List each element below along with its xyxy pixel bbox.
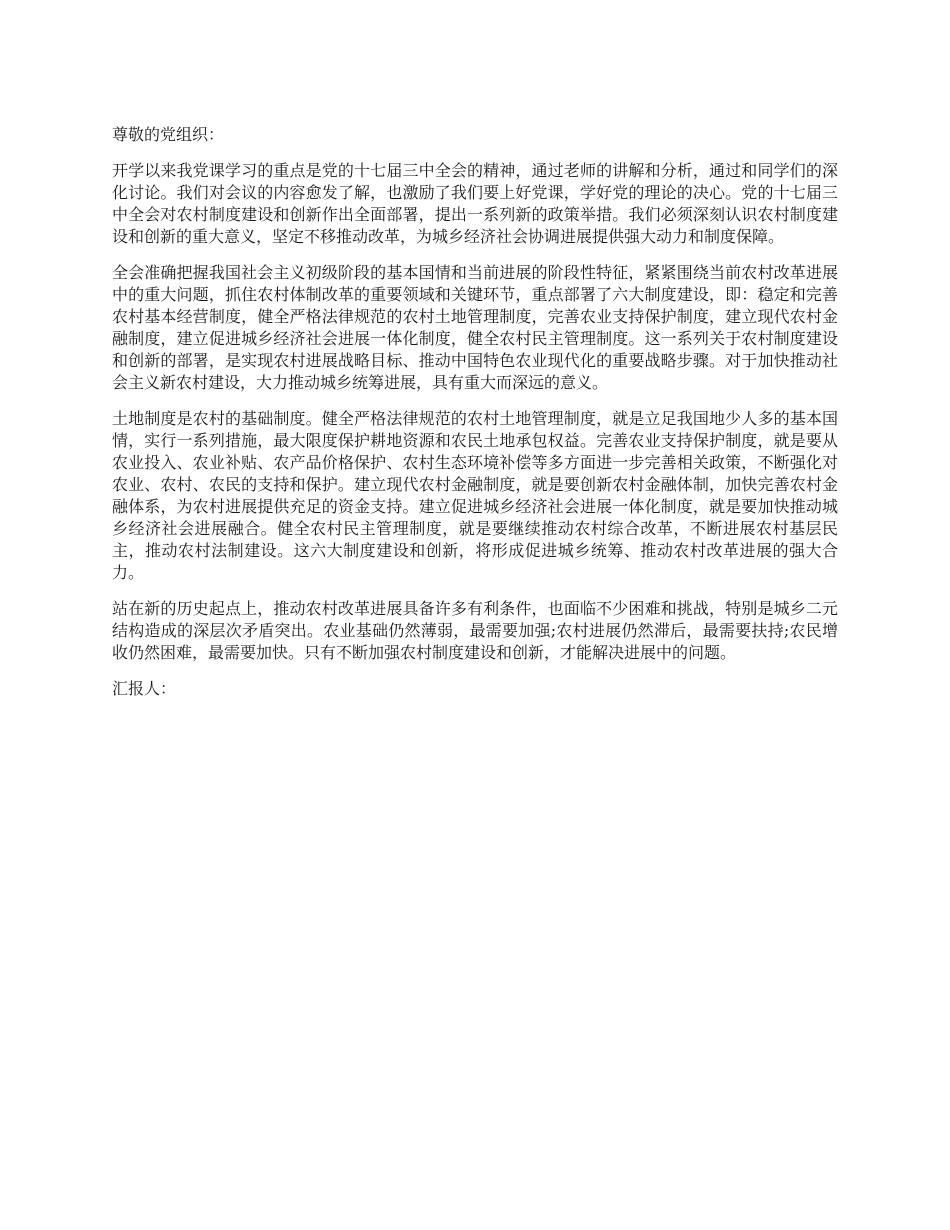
paragraph: 开学以来我党课学习的重点是党的十七届三中全会的精神，通过老师的讲解和分析，通过和同学们的深化讨论。我们对会议的内容愈发了解，也激励了我们要上好党课，学好党的理论的决心。党的十七届三中全会对农村制度建设和创新作出全面部署，提出一系列新的政策举措。我们必须深刻认识农村制度建设和创新的重大意义，坚定不移推动改革，为城乡经济社会协调进展提供强大动力和制度保障。 bbox=[112, 161, 838, 246]
signature-line: 汇报人： bbox=[112, 679, 177, 698]
paragraph: 土地制度是农村的基础制度。健全严格法律规范的农村土地管理制度，就是立足我国地少人多的基本国情，实行一系列措施，最大限度保护耕地资源和农民土地承包权益。完善农业支持保护制度，就是要从农业投入、农业补贴、农产品价格保护、农村生态环境补偿等多方面进一步完善相关政策，不断强化对农业、农村、农民的支持和保护。建立现代农村金融制度，就是要创新农村金融体制，加快完善农村金融体系，为农村进展提供充足的资金支持。建立促进城乡经济社会进展一体化制度，就是要加快推动城乡经济社会进展融合。健全农村民主管理制度，就是要继续推动农村综合改革，不断进展农村基层民主，推动农村法制建设。这六大制度建设和创新，将形成促进城乡统筹、推动农村改革进展的强大合力。 bbox=[112, 409, 838, 582]
paragraph: 全会准确把握我国社会主义初级阶段的基本国情和当前进展的阶段性特征，紧紧围绕当前农村改革进展中的重大问题，抓住农村体制改革的重要领域和关键环节，重点部署了六大制度建设，即：稳定和完善农村基本经营制度，健全严格法律规范的农村土地管理制度，完善农业支持保护制度，建立现代农村金融制度，建立促进城乡经济社会进展一体化制度，健全农村民主管理制度。这一系列关于农村制度建设和创新的部署，是实现农村进展战略目标、推动中国特色农业现代化的重要战略步骤。对于加快推动社会主义新农村建设，大力推动城乡统筹进展，具有重大而深远的意义。 bbox=[112, 263, 838, 392]
paragraph: 站在新的历史起点上，推动农村改革进展具备许多有利条件，也面临不少困难和挑战，特别是城乡二元结构造成的深层次矛盾突出。农业基础仍然薄弱，最需要加强;农村进展仍然滞后，最需要扶持;农民增收仍然困难，最需要加快。只有不断加强农村制度建设和创新，才能解决进展中的问题。 bbox=[112, 599, 838, 662]
salutation: 尊敬的党组织： bbox=[112, 125, 225, 144]
